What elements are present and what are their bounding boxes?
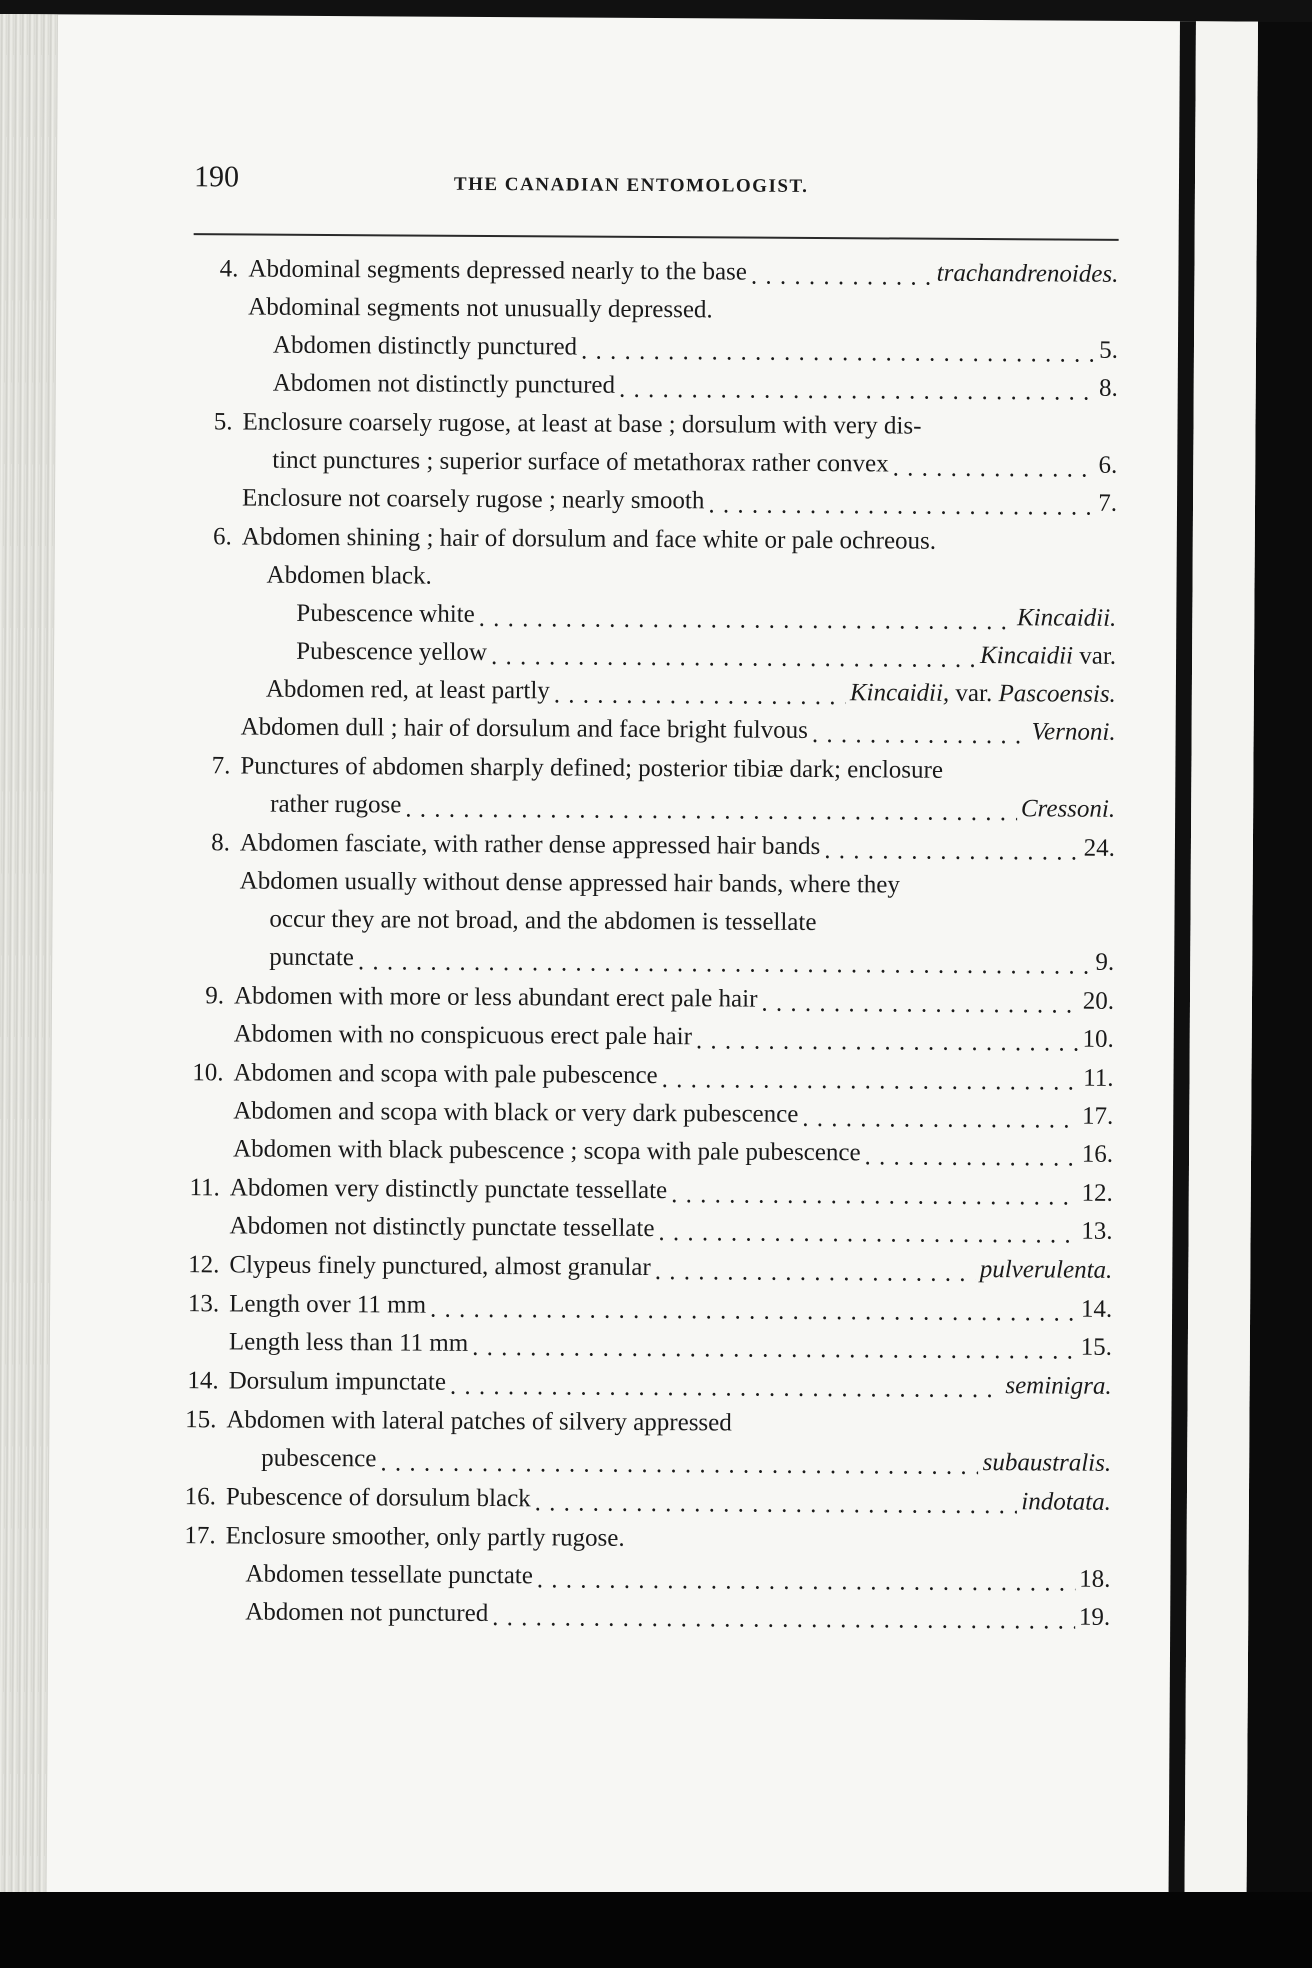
couplet-number: 9. (205, 982, 225, 1010)
reference-text: 8. (1098, 374, 1118, 402)
identification-key (155, 249, 1118, 1637)
key-reference (1017, 599, 1117, 638)
key-reference (1084, 830, 1115, 868)
species-name: trachandrenoides. (936, 259, 1119, 288)
key-text: Abdomen not distinctly punctate tessellate (229, 1212, 655, 1243)
key-reference (937, 255, 1119, 294)
couplet-number: 10. (192, 1059, 224, 1087)
scan-border-bottom (0, 1892, 1312, 1968)
key-text: Abdomen and scopa with pale pubescence (233, 1059, 658, 1090)
key-text: occur they are not broad, and the abdomen is tessellate (269, 905, 817, 937)
key-line (163, 364, 1118, 408)
key-reference (1081, 1213, 1112, 1251)
dot-leader (824, 832, 1080, 864)
key-text: pubescence (261, 1444, 377, 1473)
reference-text: 10. (1082, 1025, 1114, 1053)
reference-text: 6. (1098, 451, 1118, 479)
key-reference (1081, 1175, 1112, 1213)
key-line (158, 1054, 1113, 1098)
key-text: Length over 11 mm (229, 1290, 427, 1319)
key-reference (1082, 1021, 1113, 1059)
reference-text: 14. (1080, 1295, 1113, 1323)
key-text: Abdomen shining ; hair of dorsulum and face white or pale ochreous. (241, 523, 937, 555)
dot-leader (479, 600, 1013, 633)
reference-text: var. (1072, 642, 1117, 670)
key-line (162, 479, 1117, 523)
key-text: tinct punctures ; superior surface of metathorax rather convex (272, 446, 889, 478)
dot-leader (696, 1022, 1079, 1054)
reference-text: 16. (1081, 1140, 1114, 1168)
key-text: Pubescence of dorsulum black (225, 1483, 531, 1513)
key-text: Pubescence yellow (296, 637, 488, 666)
species-name: subaustralis. (982, 1449, 1112, 1477)
key-line (158, 1169, 1113, 1213)
key-line (160, 785, 1115, 829)
key-text: Enclosure smoother, only partly rugose. (225, 1522, 625, 1552)
key-text: Abdomen red, at least partly (265, 675, 550, 705)
couplet-number: 17. (184, 1522, 216, 1550)
page-number: 190 (193, 160, 240, 194)
dot-leader (619, 371, 1095, 404)
dot-leader (581, 333, 1095, 366)
key-text: Abdomen with no conspicuous erect pale hair (233, 1020, 693, 1051)
species-name: pulverulenta. (979, 1256, 1113, 1284)
key-text: Abdomen and scopa with black or very dark pubescence (233, 1097, 799, 1128)
dot-leader (671, 1176, 1078, 1208)
dot-leader (761, 985, 1078, 1017)
dot-leader (450, 1368, 1002, 1401)
dot-leader (358, 943, 1092, 977)
dot-leader (472, 1329, 1077, 1363)
dot-leader (491, 638, 976, 671)
key-line (160, 862, 1115, 906)
key-text: Enclosure coarsely rugose, at least at base ; dorsulum with very dis- (242, 408, 922, 440)
key-line (160, 824, 1115, 868)
key-line (163, 250, 1118, 294)
species-name: Kincaidii. (1016, 604, 1117, 632)
key-reference (1021, 1483, 1111, 1522)
key-line (156, 1478, 1111, 1522)
key-line (161, 632, 1116, 676)
dot-leader (380, 1444, 978, 1478)
key-line (155, 1593, 1110, 1637)
key-line (158, 1092, 1113, 1136)
key-line (157, 1246, 1112, 1290)
key-text: Dorsulum impunctate (228, 1367, 447, 1396)
key-text: Punctures of abdomen sharply defined; posterior tibiæ dark; enclosure (240, 752, 944, 784)
key-reference (1098, 447, 1117, 485)
couplet-number: 5. (213, 408, 233, 436)
key-reference (1081, 1291, 1112, 1329)
couplet-number: 16. (184, 1483, 217, 1511)
reference-text: var. (949, 679, 999, 708)
key-text: Abdomen usually without dense appressed hair bands, where they (239, 867, 901, 899)
reference-text: 11. (1083, 1064, 1114, 1092)
key-line (161, 594, 1116, 638)
key-text: Abdomen not punctured (245, 1598, 489, 1628)
key-reference (1079, 1561, 1110, 1599)
species-name: Cressoni. (1020, 795, 1116, 823)
couplet-number: 12. (188, 1251, 220, 1279)
reference-text: 12. (1081, 1179, 1113, 1207)
key-reference (1021, 790, 1115, 829)
key-line (159, 977, 1114, 1021)
key-text: rather rugose (270, 790, 402, 819)
species-name: Kincaidii, (849, 679, 950, 707)
key-line (159, 1015, 1114, 1059)
key-text: Abdomen black. (266, 561, 432, 590)
dot-leader (658, 1214, 1077, 1247)
reference-text: 18. (1079, 1565, 1111, 1593)
key-reference (1005, 1367, 1111, 1406)
dot-leader (405, 790, 1017, 824)
key-reference (980, 637, 1116, 676)
couplet-number: 15. (185, 1406, 217, 1434)
dot-leader (812, 716, 1028, 747)
dot-leader (802, 1100, 1078, 1132)
dot-leader (865, 1138, 1078, 1169)
key-line (157, 1285, 1112, 1329)
key-reference (983, 1444, 1112, 1483)
reference-text: 7. (1098, 489, 1118, 517)
key-line (161, 708, 1116, 752)
couplet-number: 13. (187, 1290, 220, 1318)
couplet-number: 8. (211, 829, 231, 857)
couplet-number: 7. (211, 752, 231, 780)
key-reference (1099, 332, 1118, 370)
key-line (161, 670, 1116, 714)
book-page (0, 14, 1258, 1902)
key-line (156, 1401, 1111, 1445)
dot-leader (535, 1484, 1018, 1517)
facing-page-edge (1184, 21, 1257, 1901)
dot-leader (662, 1061, 1080, 1094)
key-text: Enclosure not coarsely rugose ; nearly smooth (241, 484, 705, 515)
key-line (162, 441, 1117, 485)
key-text: Abdomen with more or less abundant erect pale hair (233, 982, 758, 1013)
dot-leader (708, 486, 1094, 518)
key-reference (1095, 944, 1114, 982)
key-reference (1081, 1329, 1112, 1367)
key-line (155, 1555, 1110, 1599)
header-rule (194, 233, 1119, 241)
key-text: Abdomen with black pubescence ; scopa with pale pubescence (232, 1135, 861, 1167)
dot-leader (751, 258, 933, 289)
key-line (157, 1207, 1112, 1251)
couplet-number: 6. (212, 523, 232, 551)
key-reference (1099, 370, 1118, 408)
species-name: Pascoensis. (998, 680, 1116, 708)
key-line (162, 518, 1117, 562)
key-line (156, 1517, 1111, 1561)
key-line (156, 1439, 1111, 1483)
key-text: Abdomen not distinctly punctured (272, 369, 616, 399)
key-line (157, 1323, 1112, 1367)
key-text: Abdomen fasciate, with rather dense appressed hair bands (239, 829, 821, 861)
page-gutter (0, 14, 58, 1894)
dot-leader (893, 449, 1095, 480)
species-name: Vernoni. (1031, 718, 1116, 746)
reference-text: 9. (1095, 948, 1115, 976)
key-reference (1082, 1098, 1113, 1136)
key-reference (1079, 1599, 1110, 1637)
key-reference (1083, 1060, 1114, 1098)
key-line (158, 1130, 1113, 1174)
key-text: Abdomen tessellate punctate (245, 1560, 533, 1590)
couplet-number: 4. (219, 255, 239, 283)
dot-leader (554, 676, 846, 708)
key-reference (1082, 1136, 1113, 1174)
dot-leader (655, 1253, 976, 1285)
key-reference (1098, 485, 1117, 523)
key-text: Pubescence white (296, 599, 475, 628)
key-line (159, 938, 1114, 982)
species-name: Kincaidii (979, 641, 1074, 670)
key-text: Abdomen with lateral patches of silvery appressed (226, 1406, 732, 1437)
key-text: Abdomen dull ; hair of dorsulum and face bright fulvous (240, 713, 808, 744)
dot-leader (537, 1561, 1076, 1594)
key-reference (850, 674, 1116, 714)
key-line (162, 403, 1117, 447)
reference-text: 13. (1081, 1217, 1113, 1245)
reference-text: 17. (1081, 1102, 1114, 1130)
key-text: punctate (269, 943, 355, 972)
key-reference (1083, 983, 1114, 1021)
key-text: Abdominal segments not unusually depressed. (248, 293, 713, 324)
running-title: THE CANADIAN ENTOMOLOGIST. (453, 173, 809, 197)
key-line (157, 1362, 1112, 1406)
reference-text: 15. (1080, 1333, 1112, 1361)
key-reference (1031, 713, 1115, 752)
key-text: Abdomen distinctly punctured (272, 331, 578, 361)
key-line (161, 556, 1116, 600)
dot-leader (430, 1291, 1077, 1325)
key-reference (980, 1251, 1113, 1290)
reference-text: 20. (1082, 987, 1115, 1015)
species-name: indotata. (1021, 1488, 1112, 1516)
couplet-number: 11. (189, 1174, 220, 1202)
running-header (194, 160, 1124, 216)
key-text: Clypeus finely punctured, almost granular (229, 1251, 651, 1281)
key-line (159, 900, 1114, 944)
key-line (163, 288, 1118, 332)
key-line (163, 326, 1118, 370)
key-line (160, 747, 1115, 791)
key-text: Abdomen very distinctly punctate tessellate (229, 1174, 668, 1205)
key-text: Length less than 11 mm (228, 1328, 469, 1357)
key-text: Abdominal segments depressed nearly to the base (248, 255, 748, 286)
reference-text: 5. (1099, 336, 1119, 364)
species-name: seminigra. (1005, 1372, 1112, 1400)
couplet-number: 14. (187, 1367, 219, 1395)
reference-text: 19. (1078, 1603, 1111, 1631)
reference-text: 24. (1083, 834, 1116, 862)
dot-leader (492, 1599, 1075, 1633)
